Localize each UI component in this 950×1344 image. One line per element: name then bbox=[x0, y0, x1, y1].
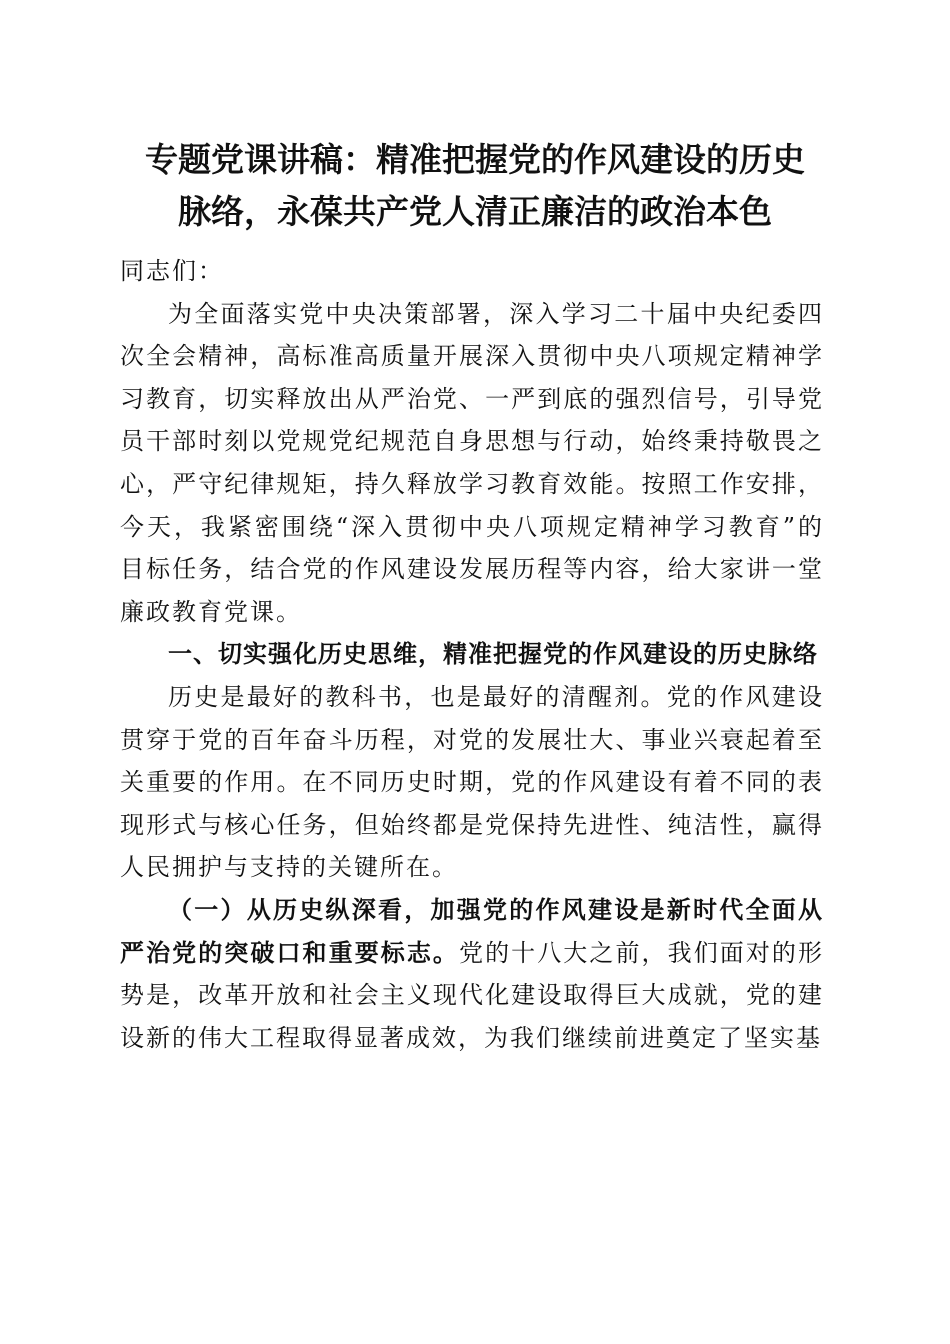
intro-paragraph: 为全面落实党中央决策部署，深入学习二十届中央纪委四次全会精神，高标准高质量开展深入贯彻中央八项规定精神学习教育，切实释放出从严治党、一严到底的强烈信号，引导党员干部时刻以党规党纪规范自身思想与行动，始终秉持敬畏之心，严守纪律规矩，持久释放学习教育效能。按照工作安排，今天，我紧密围绕“深入贯彻中央八项规定精神学习教育”的目标任务，结合党的作风建设发展历程等内容，给大家讲一堂廉政教育党课。 bbox=[120, 299, 824, 626]
document-title bbox=[112, 134, 838, 238]
title-line-2: 脉络，永葆共产党人清正廉洁的政治本色 bbox=[178, 192, 772, 231]
subsection-1-heading: （一）从历史纵深看，加强党的作风建设是新时代全面从严治党的突破口和重要标志。 bbox=[120, 894, 824, 967]
document-body bbox=[120, 250, 824, 1059]
section-1-heading: 一、切实强化历史思维，精准把握党的作风建设的历史脉络 bbox=[168, 640, 818, 669]
title-line-1: 专题党课讲稿：精准把握党的作风建设的历史 bbox=[145, 140, 805, 179]
subsection-1-text: 党的十八大之前，我们面对的形势是，改革开放和社会主义现代化建设取得巨大成就，党的建设新的伟大工程取得显著成效，为我们继续前进奠定了坚实基 bbox=[120, 938, 824, 1052]
subsection-1-paragraph bbox=[120, 889, 824, 1059]
section-1-paragraph: 历史是最好的教科书，也是最好的清醒剂。党的作风建设贯穿于党的百年奋斗历程，对党的发展壮大、事业兴衰起着至关重要的作用。在不同历史时期，党的作风建设有着不同的表现形式与核心任务，但始终都是党保持先进性、纯洁性，赢得人民拥护与支持的关键所在。 bbox=[120, 682, 824, 882]
salutation: 同志们： bbox=[120, 257, 224, 285]
